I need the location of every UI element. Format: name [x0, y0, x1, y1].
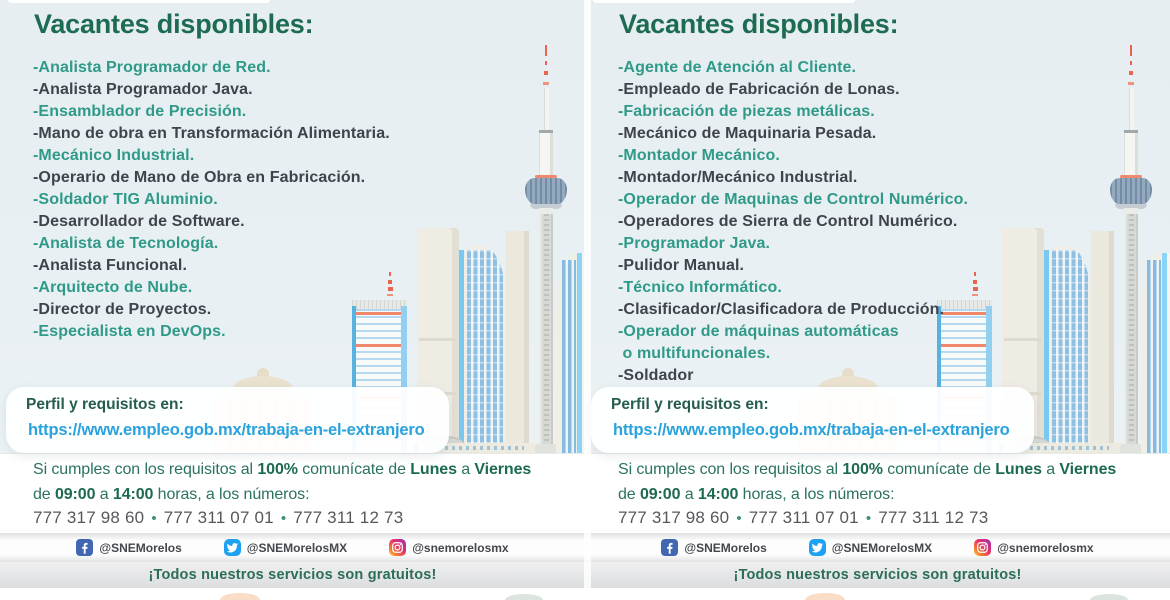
- cn-tower-antenna-dash: [1130, 45, 1132, 56]
- vacancy-item: -Desarrollador de Software.: [33, 213, 245, 230]
- cn-tower-antenna-dash: [543, 82, 549, 85]
- contact-text: [33, 457, 578, 507]
- social-media-bar: [0, 533, 585, 562]
- vacancy-item: -Mecánico Industrial.: [33, 147, 195, 164]
- profile-requirements-url[interactable]: https://www.empleo.gob.mx/trabaja-en-el-extranjero: [28, 421, 425, 439]
- antenna-dash: [973, 280, 977, 284]
- tower-band: [1004, 338, 1042, 341]
- phone-numbers: [33, 508, 403, 528]
- bullet-separator: •: [865, 510, 872, 527]
- edge-tower-windows: [1147, 260, 1161, 453]
- cn-tower-upper: [539, 130, 553, 179]
- social-item: [809, 539, 932, 556]
- cn-tower-antenna-dash: [545, 61, 547, 65]
- twitter-icon: [224, 539, 241, 556]
- page-title: Vacantes disponibles:: [619, 9, 899, 39]
- vacancy-item: -Arquitecto de Nube.: [33, 279, 193, 296]
- vacancy-item: -Fabricación de piezas metálicas.: [618, 103, 875, 120]
- top-white-sliver: [593, 0, 855, 3]
- bullet-separator: •: [280, 510, 287, 527]
- cropped-logo-arc: [805, 593, 845, 600]
- vacancy-item: -Operadores de Sierra de Control Numérico.: [618, 213, 958, 230]
- cn-tower-antenna-dash: [1130, 61, 1132, 65]
- vacancy-item: -Soldador: [618, 367, 694, 384]
- vacancy-list: [618, 57, 968, 387]
- social-item: [76, 539, 181, 556]
- phone-numbers: [618, 508, 988, 528]
- vacancy-item: -Operario de Mano de Obra en Fabricación.: [33, 169, 366, 186]
- cropped-logo-arc: [1090, 594, 1128, 600]
- vacancy-item: -Mano de obra en Transformación Alimentaria.: [33, 125, 390, 142]
- contact-line-2: de 09:00 a 14:00 horas, a los números:: [33, 486, 310, 503]
- vacancy-item: -Ensamblador de Precisión.: [33, 103, 247, 120]
- vacancy-item: -Clasificador/Clasificadora de Producción.: [618, 301, 945, 318]
- twitter-icon: [809, 539, 826, 556]
- cn-tower-shaft-texture: [544, 214, 549, 453]
- city-hall-tower-windows: [464, 246, 506, 453]
- vacancy-item: -Analista Funcional.: [33, 257, 188, 274]
- edge-tower-windows: [562, 260, 576, 453]
- vacancy-item: -Director de Proyectos.: [33, 301, 212, 318]
- vacancy-item: -Pulidor Manual.: [618, 257, 745, 274]
- facebook-icon: [661, 539, 678, 556]
- instagram-icon: [389, 539, 406, 556]
- phone-number: 777 317 98 60: [618, 508, 730, 527]
- profile-requirements-url[interactable]: https://www.empleo.gob.mx/trabaja-en-el-extranjero: [613, 421, 1010, 439]
- vacancy-item: -Soldador TIG Aluminio.: [33, 191, 218, 208]
- cn-tower-base: [535, 444, 558, 453]
- bullet-separator: •: [151, 510, 157, 527]
- window-stripes: [467, 250, 503, 453]
- vacancy-item: -Operador de máquinas automáticas: [618, 323, 899, 340]
- social-media-bar: [585, 533, 1170, 562]
- vacancy-item: -Operador de Maquinas de Control Numérico.: [618, 191, 969, 208]
- footer-banner: ¡Todos nuestros servicios son gratuitos!: [585, 562, 1170, 588]
- vacancy-item: -Analista Programador Java.: [33, 81, 253, 98]
- vacancy-item: -Analista de Tecnología.: [33, 235, 219, 252]
- vacancy-item: -Mecánico de Maquinaria Pesada.: [618, 125, 877, 142]
- social-handle: @snemorelosmx: [412, 540, 509, 555]
- cn-tower-antenna-dash: [544, 71, 548, 75]
- instagram-icon: [974, 539, 991, 556]
- contact-line-2: de 09:00 a 14:00 horas, a los números:: [618, 486, 895, 503]
- social-item: [389, 539, 508, 556]
- window-stripes: [1052, 250, 1088, 453]
- profile-requirements-label: Perfil y requisitos en:: [26, 396, 184, 413]
- cn-tower-base: [1120, 444, 1143, 453]
- city-hall-tower-right: [1091, 231, 1114, 453]
- social-handle: @SNEMorelos: [684, 540, 767, 555]
- bullet-separator: •: [736, 510, 742, 527]
- vacancy-list: [33, 57, 390, 343]
- footer-banner: ¡Todos nuestros servicios son gratuitos!: [0, 562, 585, 588]
- antenna-dash: [972, 294, 978, 296]
- social-handle: @SNEMorelosMX: [831, 540, 933, 555]
- cn-tower-pod: [1110, 178, 1152, 205]
- profile-requirements-label: Perfil y requisitos en:: [611, 396, 769, 413]
- phone-number: 777 311 07 01: [748, 508, 859, 527]
- social-item: [974, 539, 1093, 556]
- vacancy-item: -Técnico Informático.: [618, 279, 782, 296]
- tower-band: [419, 338, 457, 341]
- profile-requirements-card: [591, 387, 1034, 453]
- page-title: Vacantes disponibles:: [34, 9, 314, 39]
- antenna-dash: [974, 272, 976, 276]
- contact-line-1: Si cumples con los requisitos al 100% comunícate de Lunes a Viernes: [33, 461, 532, 478]
- vacancy-item: -Analista Programador de Red.: [33, 59, 271, 76]
- flyer-panel-right: [585, 0, 1170, 600]
- vacancy-item: o multifuncionales.: [618, 345, 771, 362]
- panel-divider: [584, 0, 591, 600]
- phone-number: 777 317 98 60: [33, 508, 145, 527]
- contact-text: [618, 457, 1163, 507]
- social-handle: @snemorelosmx: [997, 540, 1094, 555]
- phone-number: 777 311 12 73: [293, 508, 404, 527]
- top-white-sliver: [8, 0, 270, 3]
- facebook-icon: [76, 539, 93, 556]
- social-item: [224, 539, 347, 556]
- vacancy-item: -Programador Java.: [618, 235, 771, 252]
- antenna-dash: [973, 287, 978, 291]
- cn-tower-antenna-dash: [545, 45, 547, 56]
- cn-tower-antenna-dash: [1128, 82, 1134, 85]
- cn-tower-mast: [1129, 88, 1134, 132]
- vacancy-item: -Montador Mecánico.: [618, 147, 780, 164]
- striped-tower-coral-stripe: [356, 344, 403, 347]
- city-hall-tower-right: [506, 231, 529, 453]
- vacancy-item: -Montador/Mecánico Industrial.: [618, 169, 858, 186]
- cn-tower-mast: [544, 88, 549, 132]
- social-handle: @SNEMorelos: [99, 540, 182, 555]
- cn-tower-shaft-texture: [1129, 214, 1134, 453]
- cn-tower-antenna-dash: [1129, 71, 1133, 75]
- social-item: [661, 539, 766, 556]
- vacancy-item: -Empleado de Fabricación de Lonas.: [618, 81, 900, 98]
- vacancy-item: -Especialista en DevOps.: [33, 323, 226, 340]
- phone-number: 777 311 12 73: [878, 508, 989, 527]
- social-handle: @SNEMorelosMX: [246, 540, 348, 555]
- vacancy-item: -Agente de Atención al Cliente.: [618, 59, 857, 76]
- contact-line-1: Si cumples con los requisitos al 100% comunícate de Lunes a Viernes: [618, 461, 1117, 478]
- profile-requirements-card: [6, 387, 449, 453]
- cropped-logo-arc: [505, 594, 543, 600]
- phone-number: 777 311 07 01: [163, 508, 274, 527]
- city-hall-tower-windows: [1049, 246, 1091, 453]
- cropped-logo-arc: [220, 593, 260, 600]
- cn-tower-upper: [1124, 130, 1138, 179]
- cn-tower-pod: [525, 178, 567, 205]
